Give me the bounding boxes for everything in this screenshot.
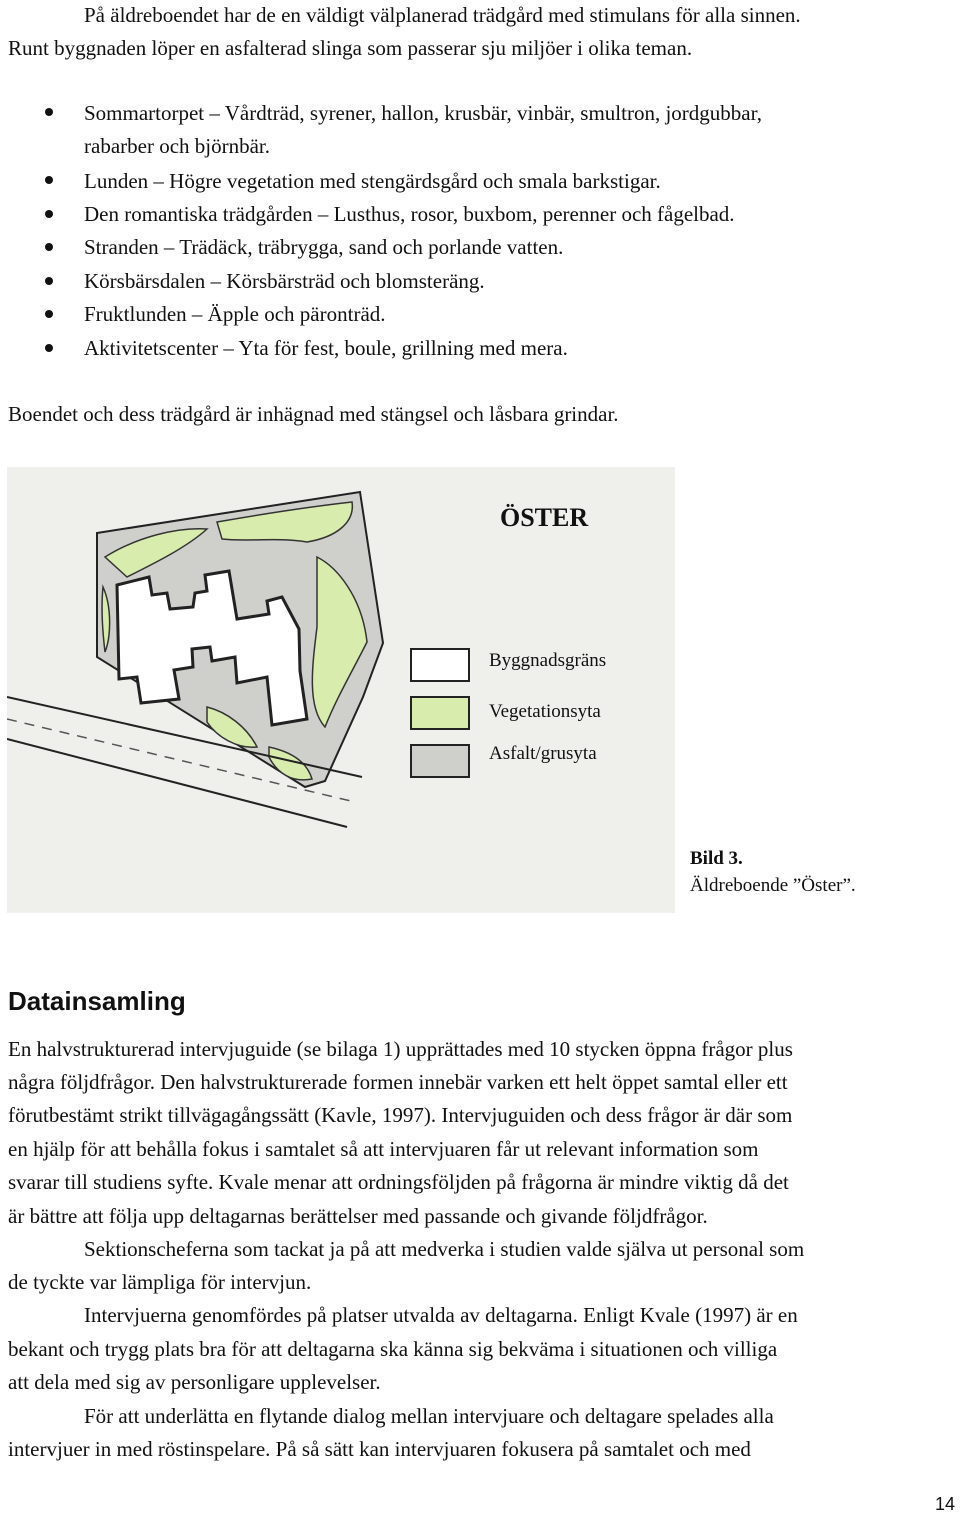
bullet-icon bbox=[45, 277, 53, 285]
legend-label: Byggnadsgräns bbox=[489, 650, 607, 671]
text-line: Intervjuerna genomfördes på platser utvalda av deltagarna. Enligt Kvale (1997) är en bbox=[84, 1303, 798, 1327]
section-heading: Datainsamling bbox=[8, 986, 186, 1016]
bullet-icon bbox=[45, 243, 53, 251]
text-line: För att underlätta en flytande dialog mellan intervjuare och deltagare spelades alla bbox=[84, 1404, 774, 1428]
bullet-icon bbox=[45, 210, 53, 218]
legend-label: Vegetationsyta bbox=[489, 701, 601, 722]
legend-label: Asfalt/grusyta bbox=[489, 743, 597, 764]
intro-line-2: Runt byggnaden löper en asfalterad slinga som passerar sju miljöer i olika teman. bbox=[8, 36, 693, 60]
page-number: 14 bbox=[935, 1494, 956, 1514]
text-line: svarar till studiens syfte. Kvale menar att ordningsföljden på frågorna är mindre viktig då det bbox=[8, 1170, 789, 1194]
site-map-drawing bbox=[7, 467, 675, 913]
map-title: ÖSTER bbox=[500, 503, 589, 532]
list-item: Aktivitetscenter – Yta för fest, boule, grillning med mera. bbox=[84, 336, 568, 360]
list-item: Den romantiska trädgården – Lusthus, rosor, buxbom, perenner och fågelbad. bbox=[84, 202, 735, 226]
list-item-continuation: rabarber och björnbär. bbox=[84, 134, 270, 158]
bullet-icon bbox=[45, 176, 53, 184]
caption-area bbox=[675, 830, 960, 913]
bullet-icon bbox=[45, 108, 53, 116]
list-item: Körsbärsdalen – Körsbärsträd och blomsteräng. bbox=[84, 269, 485, 293]
text-line: att dela med sig av personligare upplevelser. bbox=[8, 1370, 381, 1394]
text-line: Sektionscheferna som tackat ja på att medverka i studien valde själva ut personal som bbox=[84, 1237, 805, 1261]
intro-line-1: På äldreboendet har de en väldigt välplanerad trädgård med stimulans för alla sinnen. bbox=[84, 3, 801, 27]
text-line: En halvstrukturerad intervjuguide (se bilaga 1) upprättades med 10 stycken öppna frågor plus bbox=[8, 1037, 793, 1061]
text-line: är bättre att följa upp deltagarnas berättelser med passande och givande följdfrågor. bbox=[8, 1204, 708, 1228]
list-item: Sommartorpet – Vårdträd, syrener, hallon, krusbär, vinbär, smultron, jordgubbar, bbox=[84, 101, 763, 125]
bullet-icon bbox=[45, 344, 53, 352]
text-line: en hjälp för att behålla fokus i samtalet så att intervjuaren får ut relevant information som bbox=[8, 1137, 759, 1161]
site-map-figure bbox=[7, 467, 675, 913]
legend-swatch-asphalt bbox=[410, 744, 470, 778]
bullet-icon bbox=[45, 310, 53, 318]
text-line: bekant och trygg plats bra för att deltagarna ska känna sig bekväma i situationen och villiga bbox=[8, 1337, 778, 1361]
text-line: intervjuer in med röstinspelare. På så sätt kan intervjuaren fokusera på samtalet och med bbox=[8, 1437, 751, 1461]
figure-caption-label: Bild 3. bbox=[690, 848, 743, 869]
figure-caption-text: Äldreboende ”Öster”. bbox=[690, 875, 856, 896]
text-line: de tyckte var lämpliga för intervjun. bbox=[8, 1270, 312, 1294]
list-item: Stranden – Trädäck, träbrygga, sand och porlande vatten. bbox=[84, 235, 564, 259]
text-line: några följdfrågor. Den halvstrukturerade formen innebär varken ett helt öppet samtal eller ett bbox=[8, 1070, 788, 1094]
list-item: Fruktlunden – Äpple och päronträd. bbox=[84, 302, 386, 326]
text-line: förutbestämt strikt tillvägagångssätt (Kavle, 1997). Intervjuguiden och dess frågor är där som bbox=[8, 1103, 793, 1127]
legend-swatch-building bbox=[410, 648, 470, 682]
legend-swatch-vegetation bbox=[410, 696, 470, 730]
fence-sentence: Boendet och dess trädgård är inhägnad med stängsel och låsbara grindar. bbox=[8, 402, 619, 426]
list-item: Lunden – Högre vegetation med stengärdsgård och smala barkstigar. bbox=[84, 169, 661, 193]
